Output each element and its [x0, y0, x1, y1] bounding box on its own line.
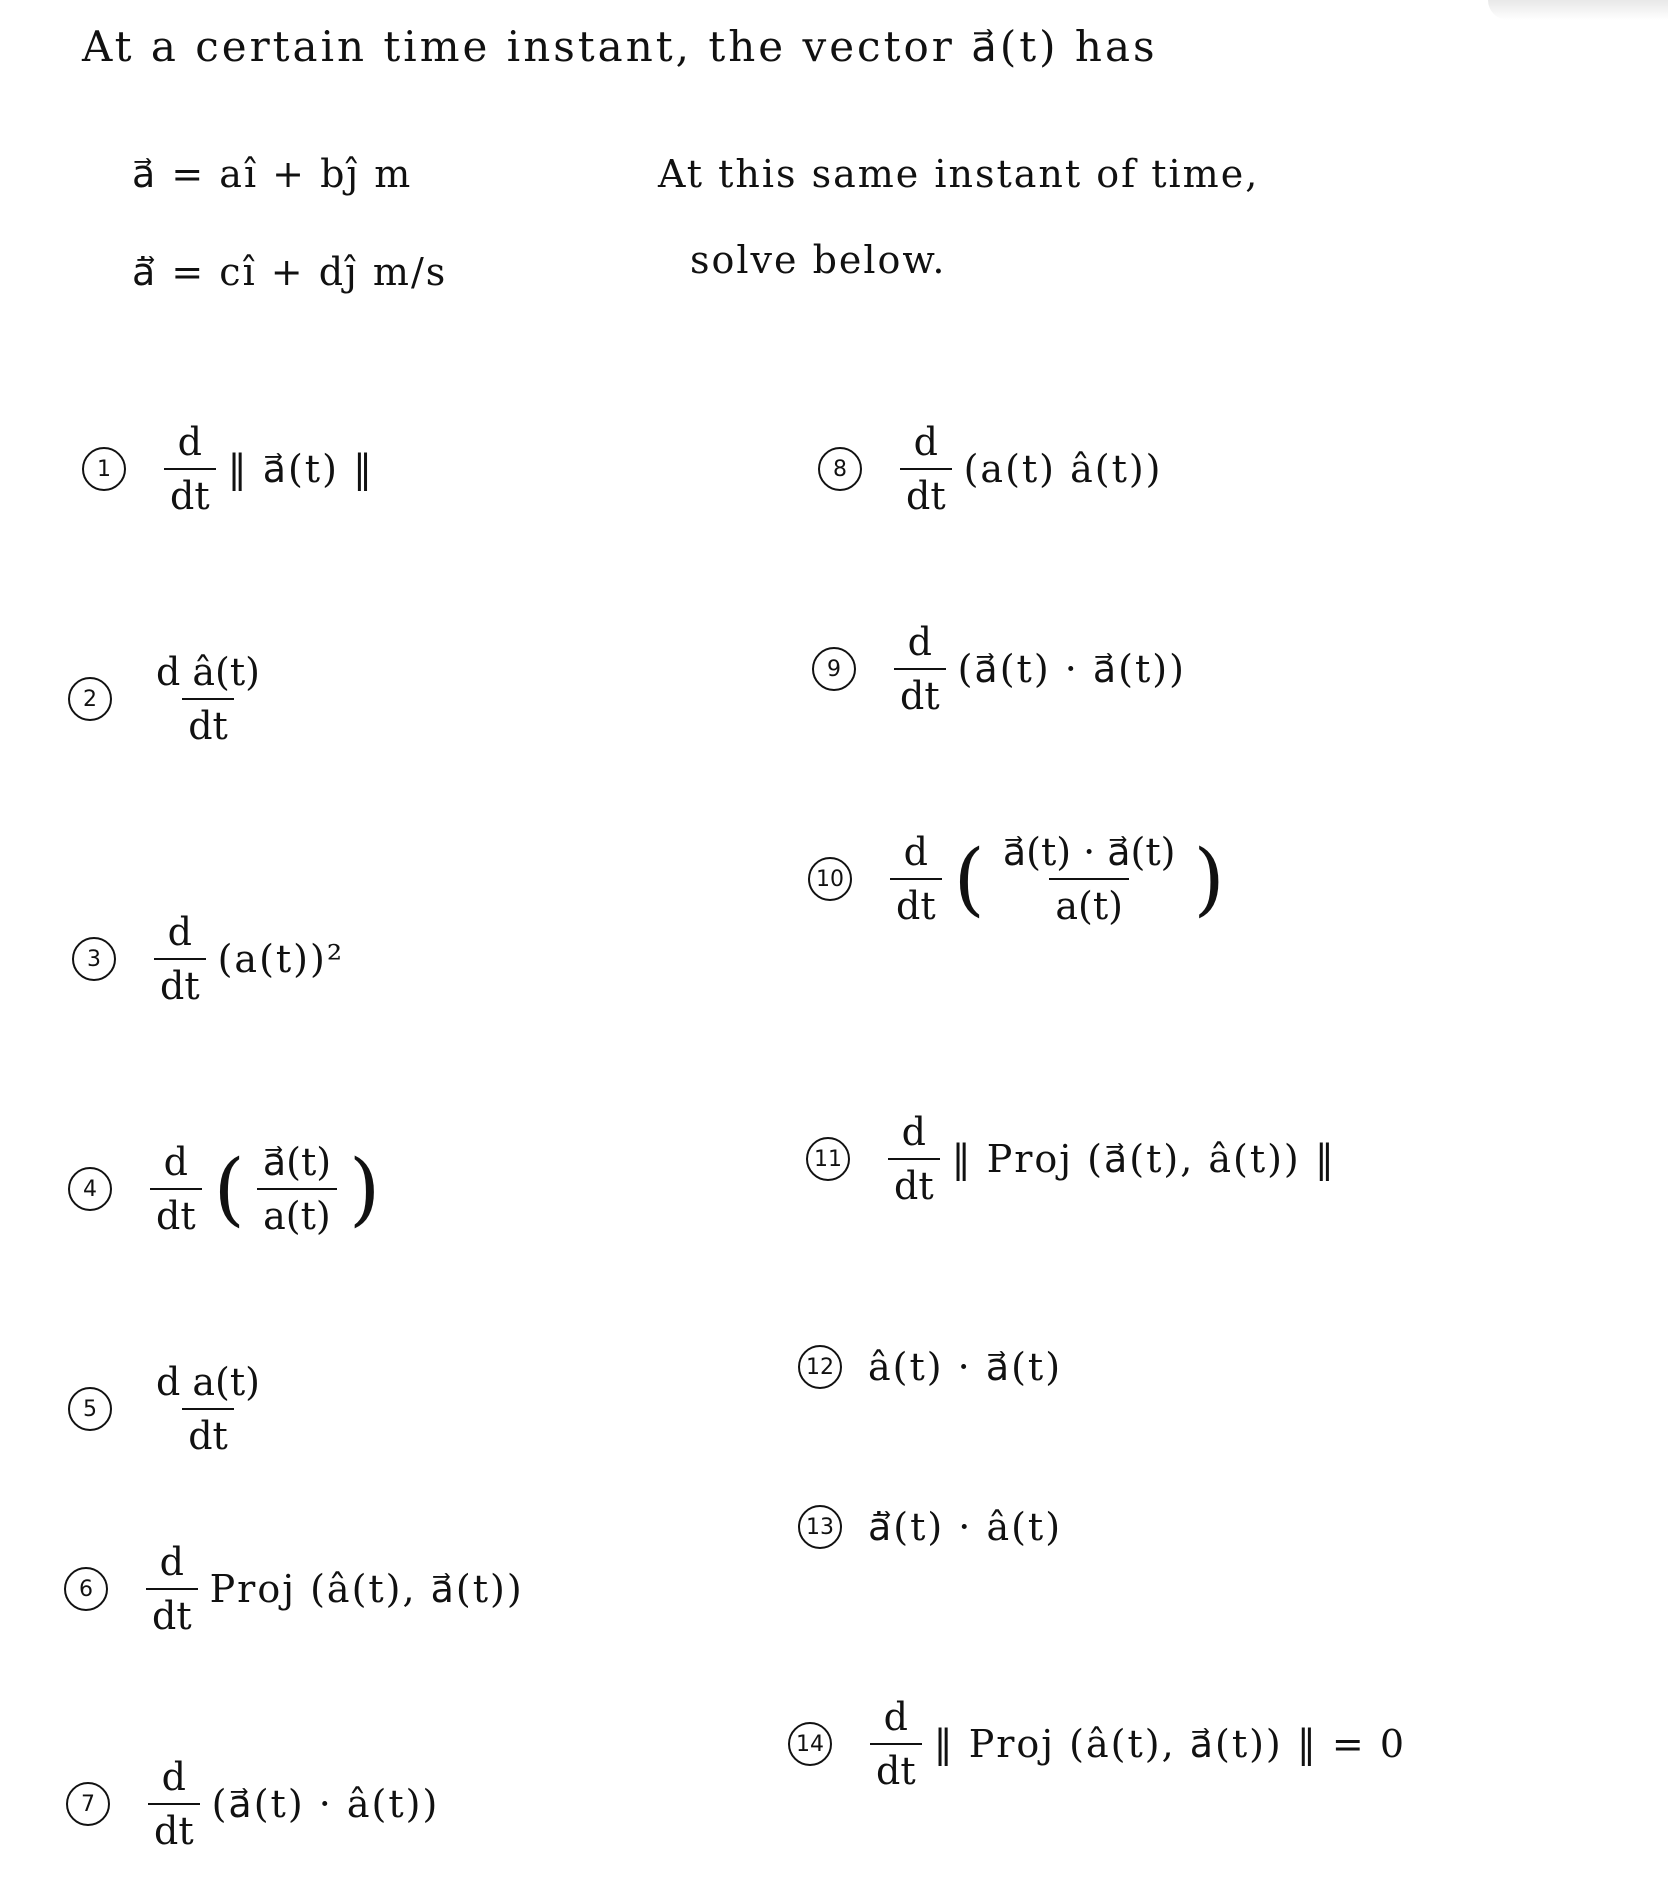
problem-13	[798, 1505, 1062, 1549]
derivative-operator: $\frac{d}{dt}$	[900, 420, 952, 518]
same-instant-text: At this same instant of time,	[658, 152, 1260, 196]
given-vector: a⃗ = aî + bĵ m	[132, 152, 413, 196]
problem-number: 9	[812, 647, 856, 691]
problem-expression: â(t) · a⃗(t)	[868, 1345, 1063, 1389]
problem-fraction: $\frac{\text{d a(t)}}{dt}$	[156, 1360, 260, 1458]
derivative-operator: $\frac{d}{dt}$	[146, 1540, 198, 1638]
derivative-operator: $\frac{d}{dt}$	[150, 1140, 202, 1238]
problem-expression: ‖ Proj (a⃗(t), â(t)) ‖	[951, 1137, 1336, 1181]
problem-number: 10	[808, 857, 852, 901]
problem-fraction: $\frac{\text{d â(t)}}{dt}$	[156, 650, 260, 748]
derivative-operator: $\frac{d}{dt}$	[164, 420, 216, 518]
given-vector-derivative: ȧ⃗ = cî + dĵ m/s	[132, 250, 448, 294]
problem-12	[798, 1345, 1062, 1389]
problem-3	[72, 910, 344, 1008]
problem-1	[82, 420, 374, 518]
problem-expression: (a⃗(t) · a⃗(t))	[957, 647, 1186, 691]
problem-number: 2	[68, 677, 112, 721]
problem-14	[788, 1695, 1406, 1793]
problem-number: 14	[788, 1722, 832, 1766]
problem-10	[808, 830, 1225, 928]
problem-2	[68, 650, 278, 748]
problem-number: 12	[798, 1345, 842, 1389]
derivative-operator: $\frac{d}{dt}$	[148, 1755, 200, 1853]
intro-line: At a certain time instant, the vector a⃗(t) has	[82, 22, 1158, 71]
problem-number: 5	[68, 1387, 112, 1431]
solve-below-text: solve below.	[690, 238, 947, 282]
page-corner-shadow	[1488, 0, 1668, 20]
problem-9	[812, 620, 1186, 718]
problem-4	[68, 1140, 380, 1238]
problem-number: 6	[64, 1567, 108, 1611]
problem-number: 1	[82, 447, 126, 491]
problem-11	[806, 1110, 1336, 1208]
derivative-operator: $\frac{d}{dt}$	[154, 910, 206, 1008]
problem-expression: ‖ Proj (â(t), a⃗(t)) ‖ = 0	[933, 1722, 1407, 1766]
problem-expression: ‖ a⃗(t) ‖	[227, 447, 374, 491]
problem-6	[64, 1540, 524, 1638]
problem-7	[66, 1755, 439, 1853]
derivative-operator: $\frac{d}{dt}$	[888, 1110, 940, 1208]
problem-expression: (a⃗(t) · â(t))	[211, 1782, 440, 1826]
problem-expression: (a(t))²	[217, 937, 345, 981]
problem-number: 8	[818, 447, 862, 491]
derivative-operator: $\frac{d}{dt}$	[870, 1695, 922, 1793]
problem-number: 4	[68, 1167, 112, 1211]
problem-number: 3	[72, 937, 116, 981]
problem-expression: (a(t) â(t))	[963, 447, 1163, 491]
derivative-operator: $\frac{d}{dt}$	[890, 830, 942, 928]
problem-number: 13	[798, 1505, 842, 1549]
parenthesized-fraction: ( $\frac{a⃗(t) \cdot a⃗(t)}{a(t)}$ )	[953, 830, 1225, 928]
problem-8	[818, 420, 1163, 518]
parenthesized-fraction: ( $\frac{a⃗(t)}{a(t)}$ )	[213, 1140, 381, 1238]
problem-number: 7	[66, 1782, 110, 1826]
problem-number: 11	[806, 1137, 850, 1181]
problem-5	[68, 1360, 278, 1458]
problem-expression: ȧ⃗(t) · â(t)	[868, 1505, 1063, 1549]
derivative-operator: $\frac{d}{dt}$	[894, 620, 946, 718]
problem-expression: Proj (â(t), a⃗(t))	[209, 1567, 524, 1611]
